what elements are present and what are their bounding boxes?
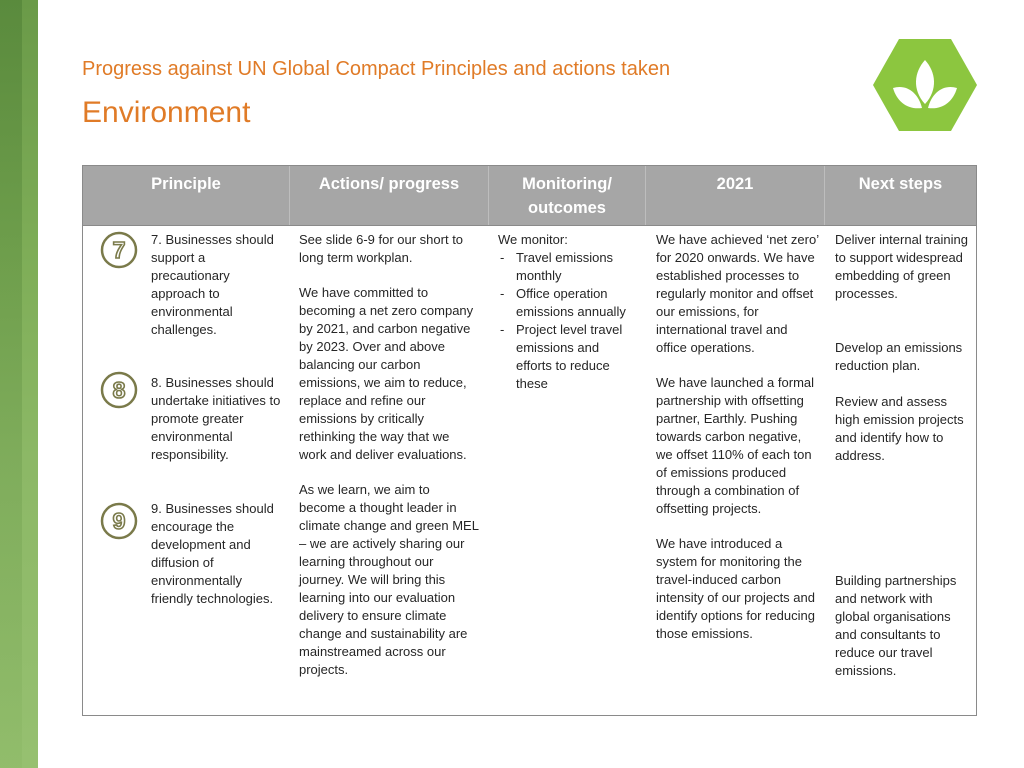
principle-7-text: 7. Businesses should support a precautionary approach to environmental challenges. — [151, 232, 274, 337]
header-principle: Principle — [83, 166, 290, 225]
principle-9-text: 9. Businesses should encourage the development and diffusion of environmentally friendly technologies. — [151, 501, 274, 606]
principle-8-text: 8. Businesses should undertake initiatives to promote greater environmental responsibility. — [151, 375, 281, 462]
year-2021-paragraph: We have achieved ‘net zero’ for 2020 onwards. We have established processes to regularly monitor and offset our emissions, for international travel and office operations. — [656, 232, 819, 355]
principle-8-icon — [100, 371, 138, 409]
next-step-3: Review and assess high emission projects and identify how to address. — [835, 394, 964, 463]
page-title: Environment — [82, 96, 251, 129]
action-paragraph: We have committed to becoming a net zero company by 2021, and carbon negative by 2023. Over and above balancing our carbon emissions, we aim to reduce, replace and refine our emissions by critically rethinking the way that we work and deliver evaluations. — [299, 285, 474, 462]
header-next-steps: Next steps — [858, 175, 943, 193]
year-2021-paragraph: We have launched a formal partnership with offsetting partner, Earthly. Pushing towards carbon negative, we offset 110% of each ton of emissions produced through a combination of offsetting projects. — [656, 375, 815, 516]
principle-8-number: 8 — [112, 377, 126, 403]
leaf-icon — [872, 38, 978, 132]
action-paragraph: As we learn, we aim to become a thought leader in climate change and green MEL – we are actively sharing our learning throughout our journey. We will bring this learning into our evaluation delivery to ensure climate change and sustainability are mainstreamed across our projects. — [299, 482, 479, 677]
header-monitoring: Monitoring/ outcomes — [489, 166, 646, 225]
monitoring-list — [498, 249, 638, 393]
page-subtitle: Progress against UN Global Compact Principles and actions taken — [82, 58, 671, 80]
monitoring-intro: We monitor: — [498, 232, 568, 247]
table-header — [83, 166, 976, 226]
monitoring-cell — [498, 231, 638, 393]
next-step-2: Develop an emissions reduction plan. — [835, 340, 963, 373]
principle-7-icon — [100, 231, 138, 269]
year-2021-paragraph: We have introduced a system for monitoring the travel-induced carbon intensity of our projects and identify options for reducing those emissions. — [656, 536, 815, 641]
principle-9-icon — [100, 502, 138, 540]
principle-9-number: 9 — [112, 508, 126, 534]
next-step-4: Building partnerships and network with global organisations and consultants to reduce our travel emissions. — [835, 573, 957, 678]
list-item: - Office operation emissions annually — [498, 285, 638, 321]
action-paragraph: See slide 6-9 for our short to long term workplan. — [299, 232, 464, 265]
side-decoration-bar — [0, 0, 38, 768]
year-2021-cell — [656, 231, 820, 643]
list-item: - Travel emissions monthly — [498, 249, 638, 285]
list-item: - Project level travel emissions and efforts to reduce these — [498, 321, 638, 393]
header-2021: 2021 — [646, 166, 825, 225]
actions-cell — [299, 231, 479, 679]
next-step-1: Deliver internal training to support widespread embedding of green processes. — [835, 232, 968, 301]
header-actions: Actions/ progress — [290, 166, 489, 225]
principle-7-number: 7 — [112, 237, 126, 263]
principles-table — [82, 165, 977, 716]
